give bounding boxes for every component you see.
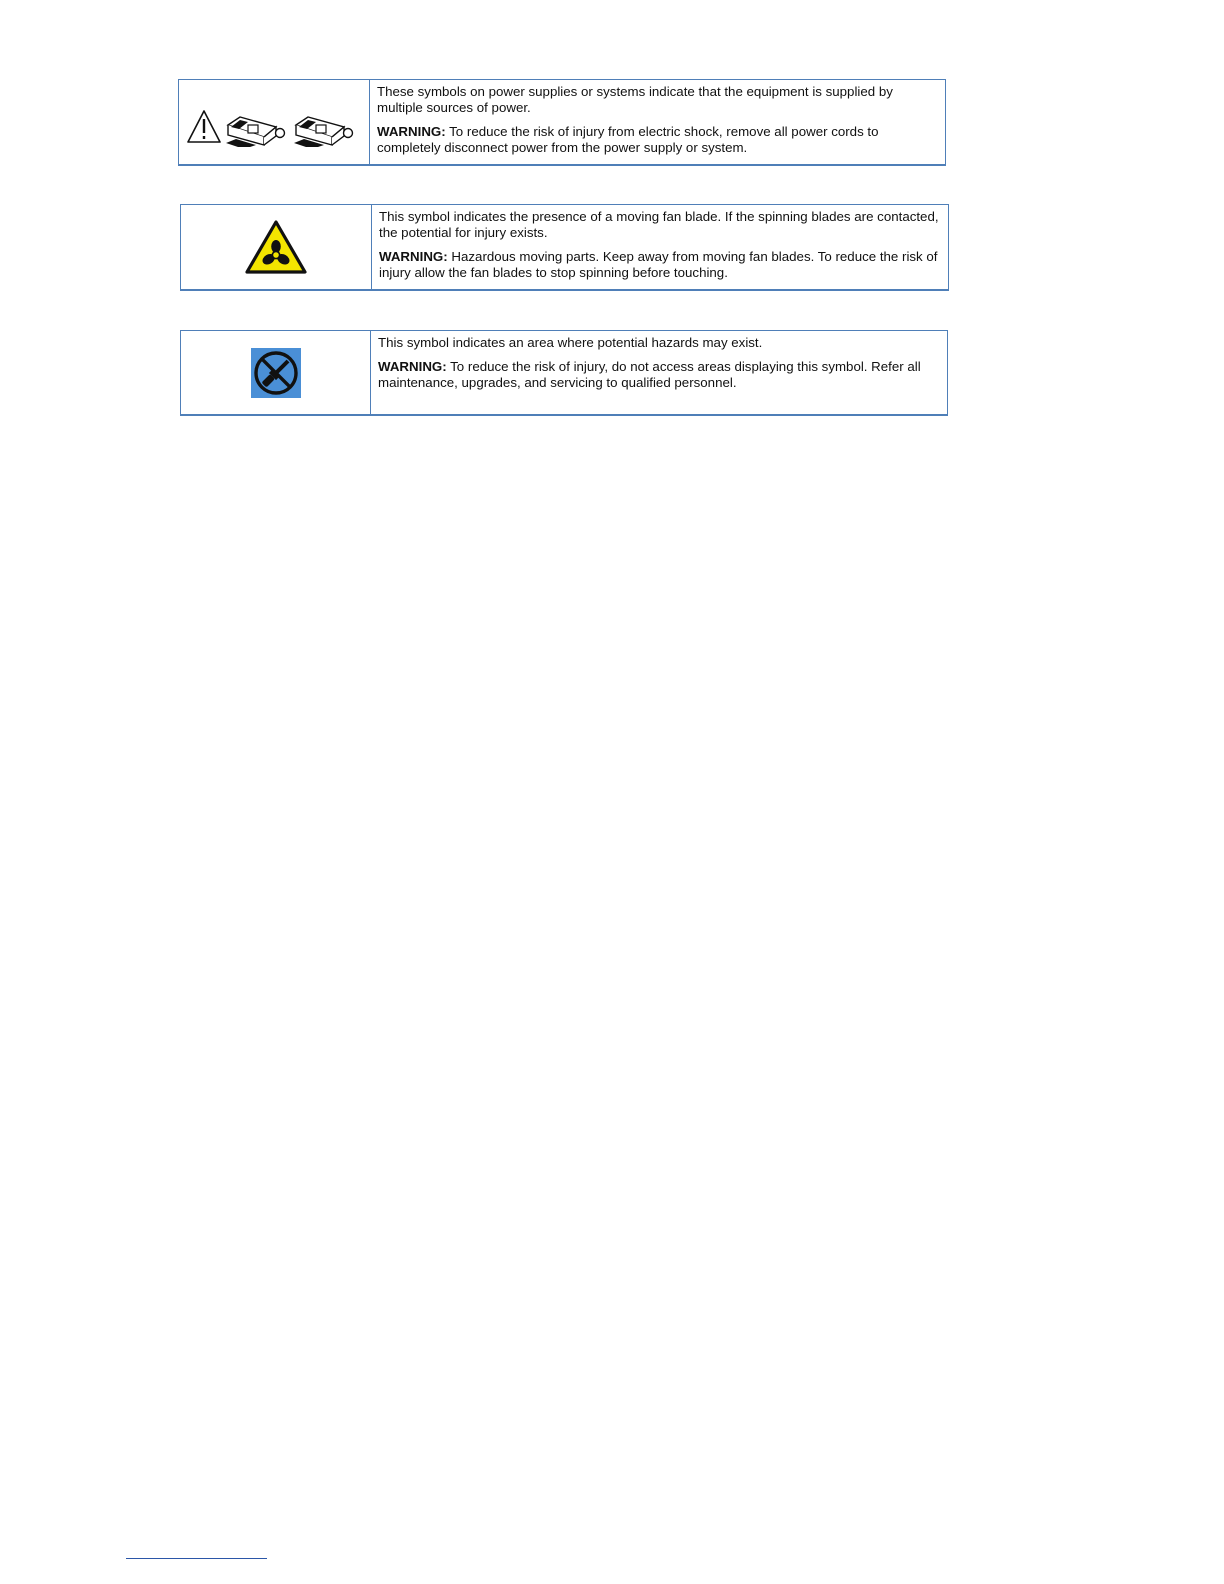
power-sources-warning	[377, 124, 939, 156]
warning-label: WARNING:	[379, 249, 448, 264]
footnote-separator	[126, 1558, 267, 1559]
power-symbols-graphic	[184, 97, 364, 147]
no-user-service-icon	[250, 347, 302, 399]
warning-text: To reduce the risk of injury from electric shock, remove all power cords to completely disconnect power from the power supply or system.	[377, 124, 879, 155]
fan-blade-warning	[379, 249, 942, 281]
power-supply-icon	[226, 117, 285, 147]
warning-label: WARNING:	[377, 124, 446, 139]
power-sources-description: These symbols on power supplies or systems indicate that the equipment is supplied by multiple sources of power.	[377, 84, 893, 115]
hazard-symbol-cell	[181, 331, 371, 414]
fan-blade-description: This symbol indicates the presence of a moving fan blade. If the spinning blades are contacted, the potential for injury exists.	[379, 209, 939, 240]
power-sources-symbol-box	[178, 79, 946, 166]
fan-blade-symbol-box	[180, 204, 949, 291]
warning-triangle-icon	[188, 111, 220, 142]
hazard-area-text	[371, 331, 947, 414]
power-sources-text	[370, 80, 945, 164]
warning-text: To reduce the risk of injury, do not access areas displaying this symbol. Refer all maintenance, upgrades, and servicing to qualified personnel.	[378, 359, 921, 390]
moving-fan-blade-icon	[244, 218, 308, 276]
warning-label: WARNING:	[378, 359, 447, 374]
power-symbols-cell	[179, 80, 370, 164]
fan-symbol-cell	[181, 205, 372, 289]
power-supply-icon	[294, 117, 353, 147]
hazard-area-description: This symbol indicates an area where potential hazards may exist.	[378, 335, 763, 350]
warning-text: Hazardous moving parts. Keep away from moving fan blades. To reduce the risk of injury allow the fan blades to stop spinning before touching.	[379, 249, 938, 280]
fan-blade-text	[372, 205, 948, 289]
hazard-area-warning	[378, 359, 941, 391]
hazard-area-symbol-box	[180, 330, 948, 416]
